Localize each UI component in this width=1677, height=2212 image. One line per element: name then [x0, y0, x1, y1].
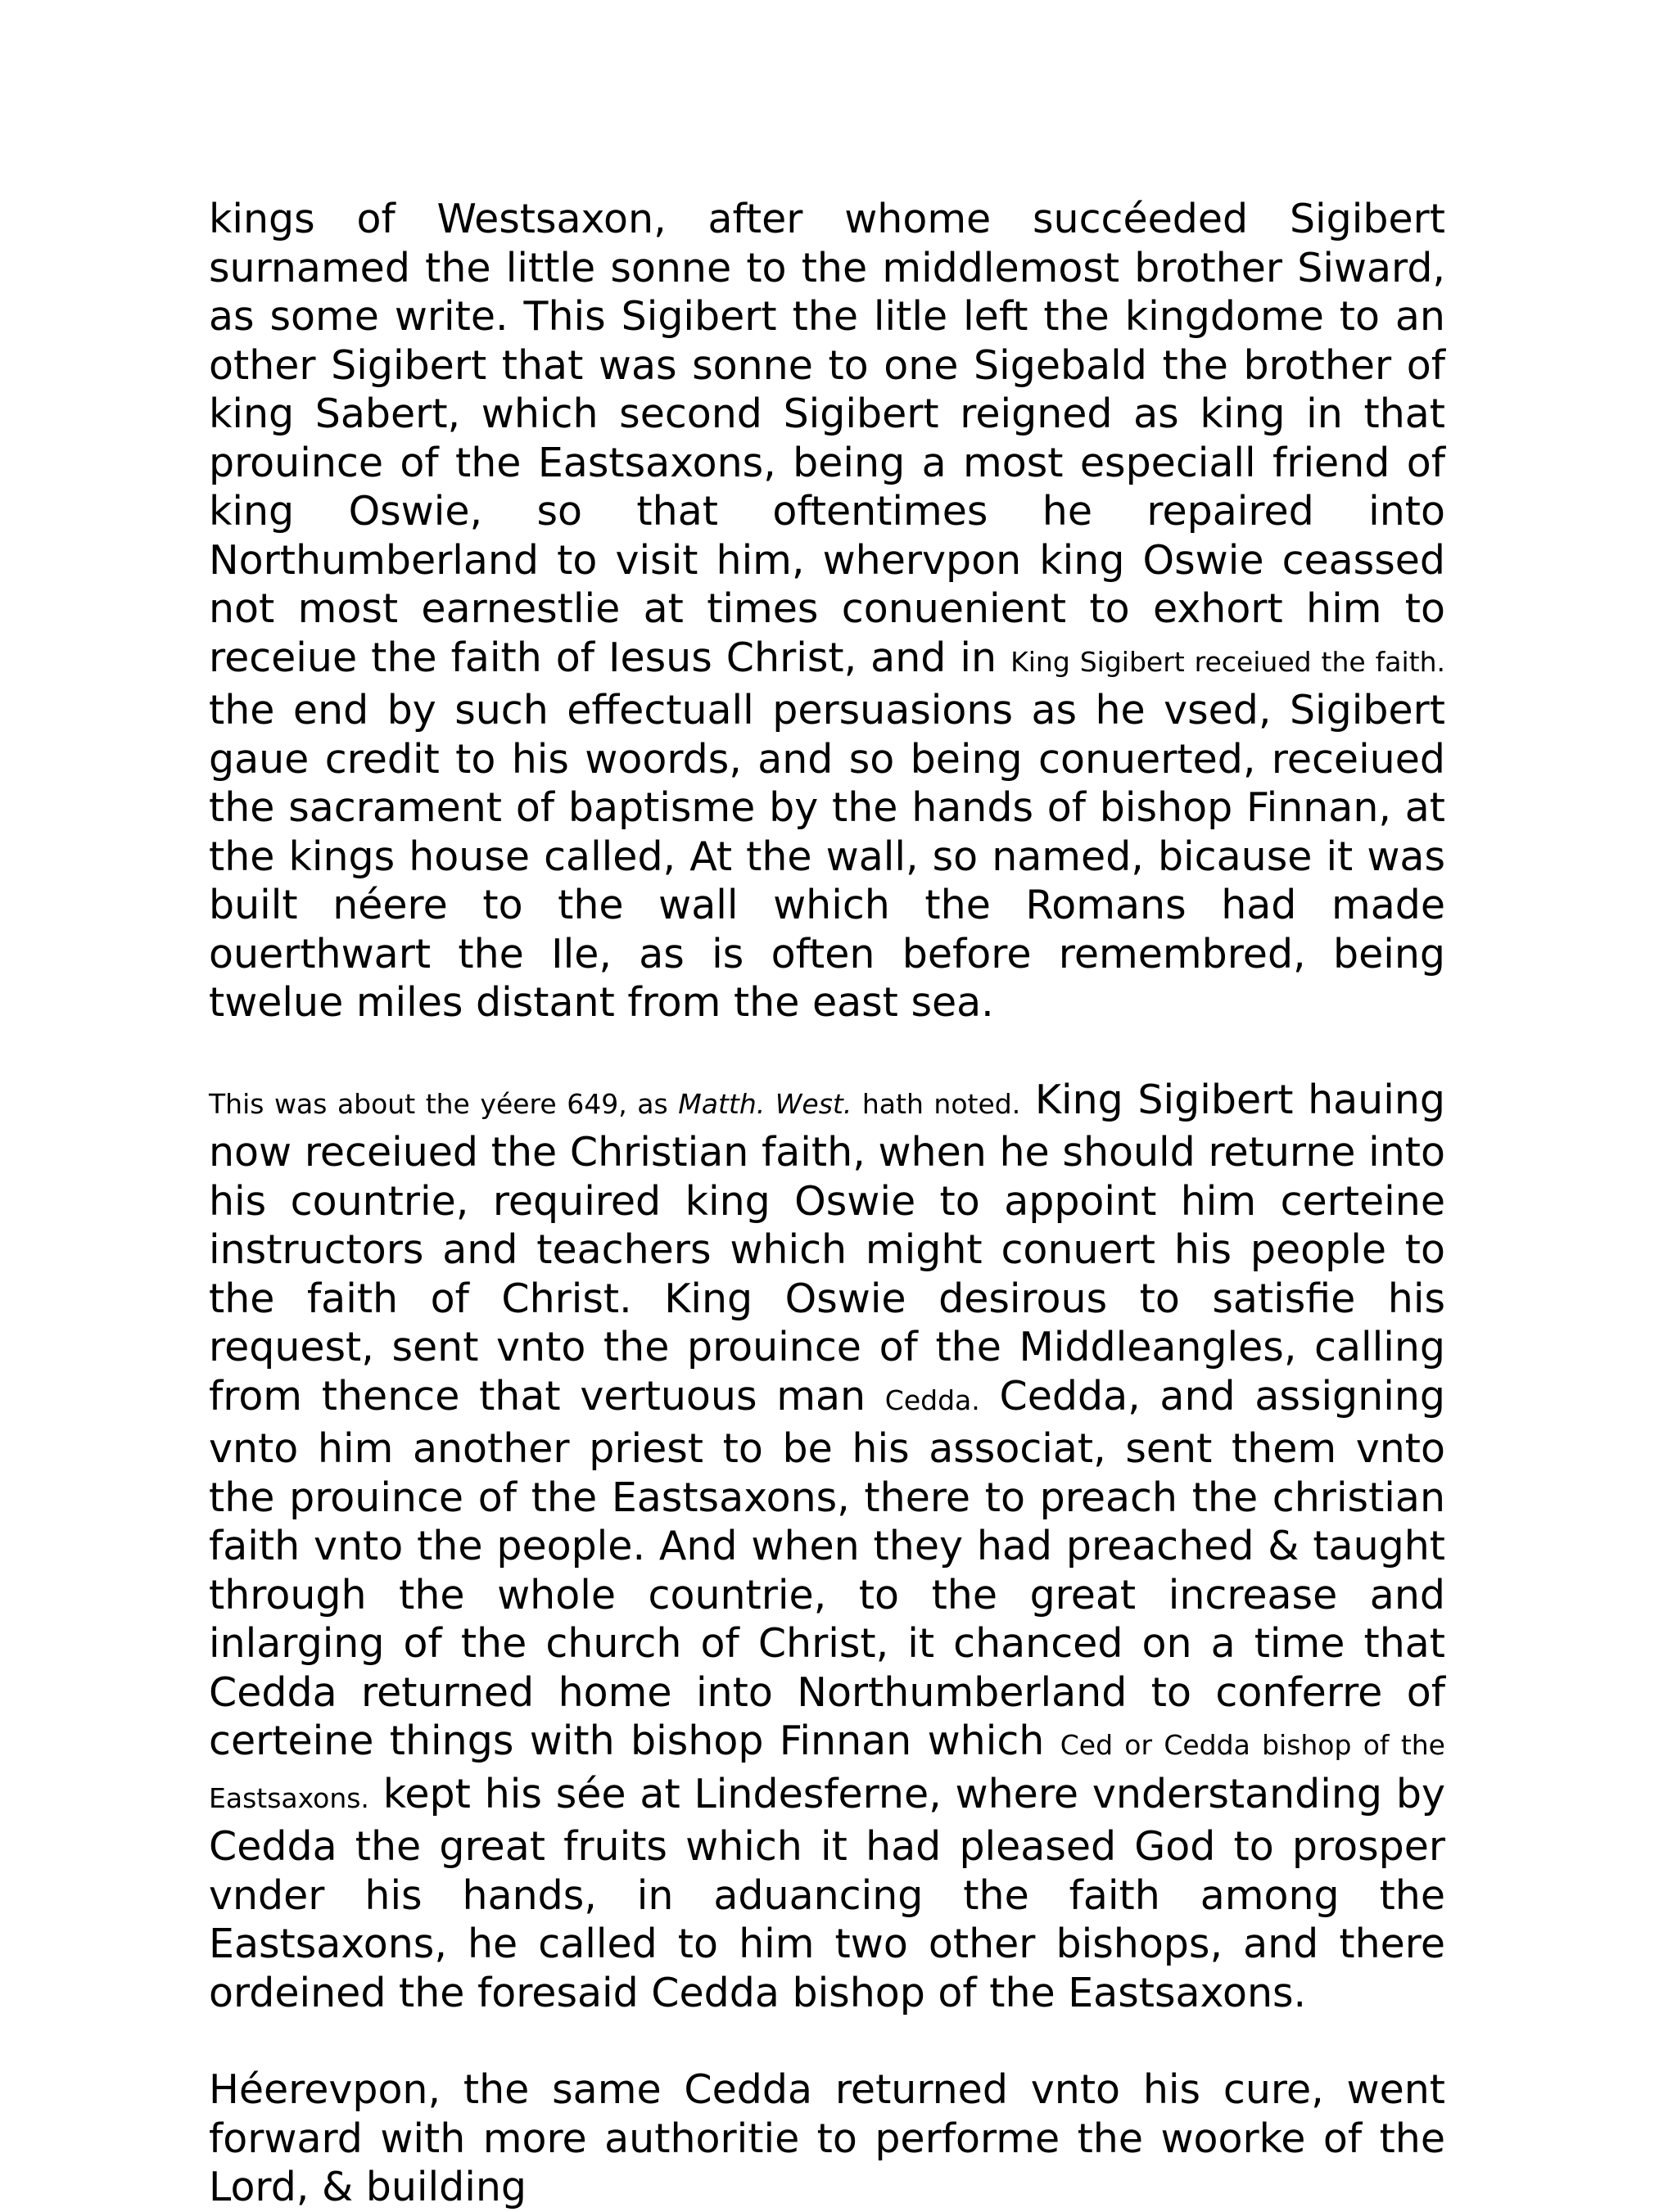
margin-note: Ced or Cedda bishop of the Eastsaxons. [209, 1729, 1445, 1814]
paragraph-2 [209, 1076, 1445, 2018]
margin-note: hath noted. [852, 1087, 1021, 1120]
body-text: Cedda, and assigning vnto him another priest to be his associat, sent them vnto the prouince of the Eastsaxons, there to preach the christian faith vnto the people. And when they had preached & taught through the whole countrie, to the great increase and inlarging of the church of Christ, it chanced on a time that Cedda returned home into Northumberland to conferre of certeine things with bishop Finnan which [209, 1372, 1445, 1764]
body-text: King Sigibert hauing now receiued the Christian faith, when he should returne into his countrie, required king Oswie to appoint him certeine instructors and teachers which might conuert his people to the faith of Christ. King Oswie desirous to satisfie his request, sent vnto the prouince of the Middleangles, calling from thence that vertuous man [209, 1076, 1446, 1420]
paragraph-1 [209, 195, 1445, 1027]
margin-note: King Sigibert receiued the faith. [1010, 645, 1445, 678]
body-text: kings of Westsaxon, after whome succéeded Sigibert surnamed the little sonne to the middlemost brother Siward, as some write. This Sigibert the litle left the kingdome to an other Sigibert that was sonne to one Sigebald the brother of king Sabert, which second Sigibert reigned as king in that prouince of the Eastsaxons, being a most especiall friend of king Oswie, so that oftentimes he repaired into Northumberland to visit him, whervpon king Oswie ceassed not most earnestlie at times conuenient to exhort him to receiue the faith of Iesus Christ, and in [209, 196, 1445, 681]
margin-note: This was about the yéere 649, as [209, 1087, 679, 1120]
document-page [209, 195, 1445, 2212]
body-text: the end by such effectuall persuasions as he vsed, Sigibert gaue credit to his woords, and so being conuerted, receiued the sacrament of baptisme by the hands of bishop Finnan, at the kings house called, At the wall, so named, bicause it was built néere to the wall which the Romans had made ouerthwart the Ile, as is often before remembred, being twelue miles distant from the east sea. [209, 687, 1445, 1026]
body-text: Héerevpon, the same Cedda returned vnto his cure, went forward with more authoritie to performe the woorke of the Lord, & building [209, 2066, 1445, 2210]
margin-note-citation: Matth. West. [678, 1087, 852, 1120]
paragraph-3 [209, 2065, 1445, 2212]
body-text: kept his sée at Lindesferne, where vnderstanding by Cedda the great fruits which it had pleased God to prosper vnder his hands, in aduancing the faith among the Eastsaxons, he called to him two other bishops, and there ordeined the foresaid Cedda bishop of the Eastsaxons. [209, 1770, 1445, 2016]
margin-note: Cedda. [884, 1384, 980, 1416]
